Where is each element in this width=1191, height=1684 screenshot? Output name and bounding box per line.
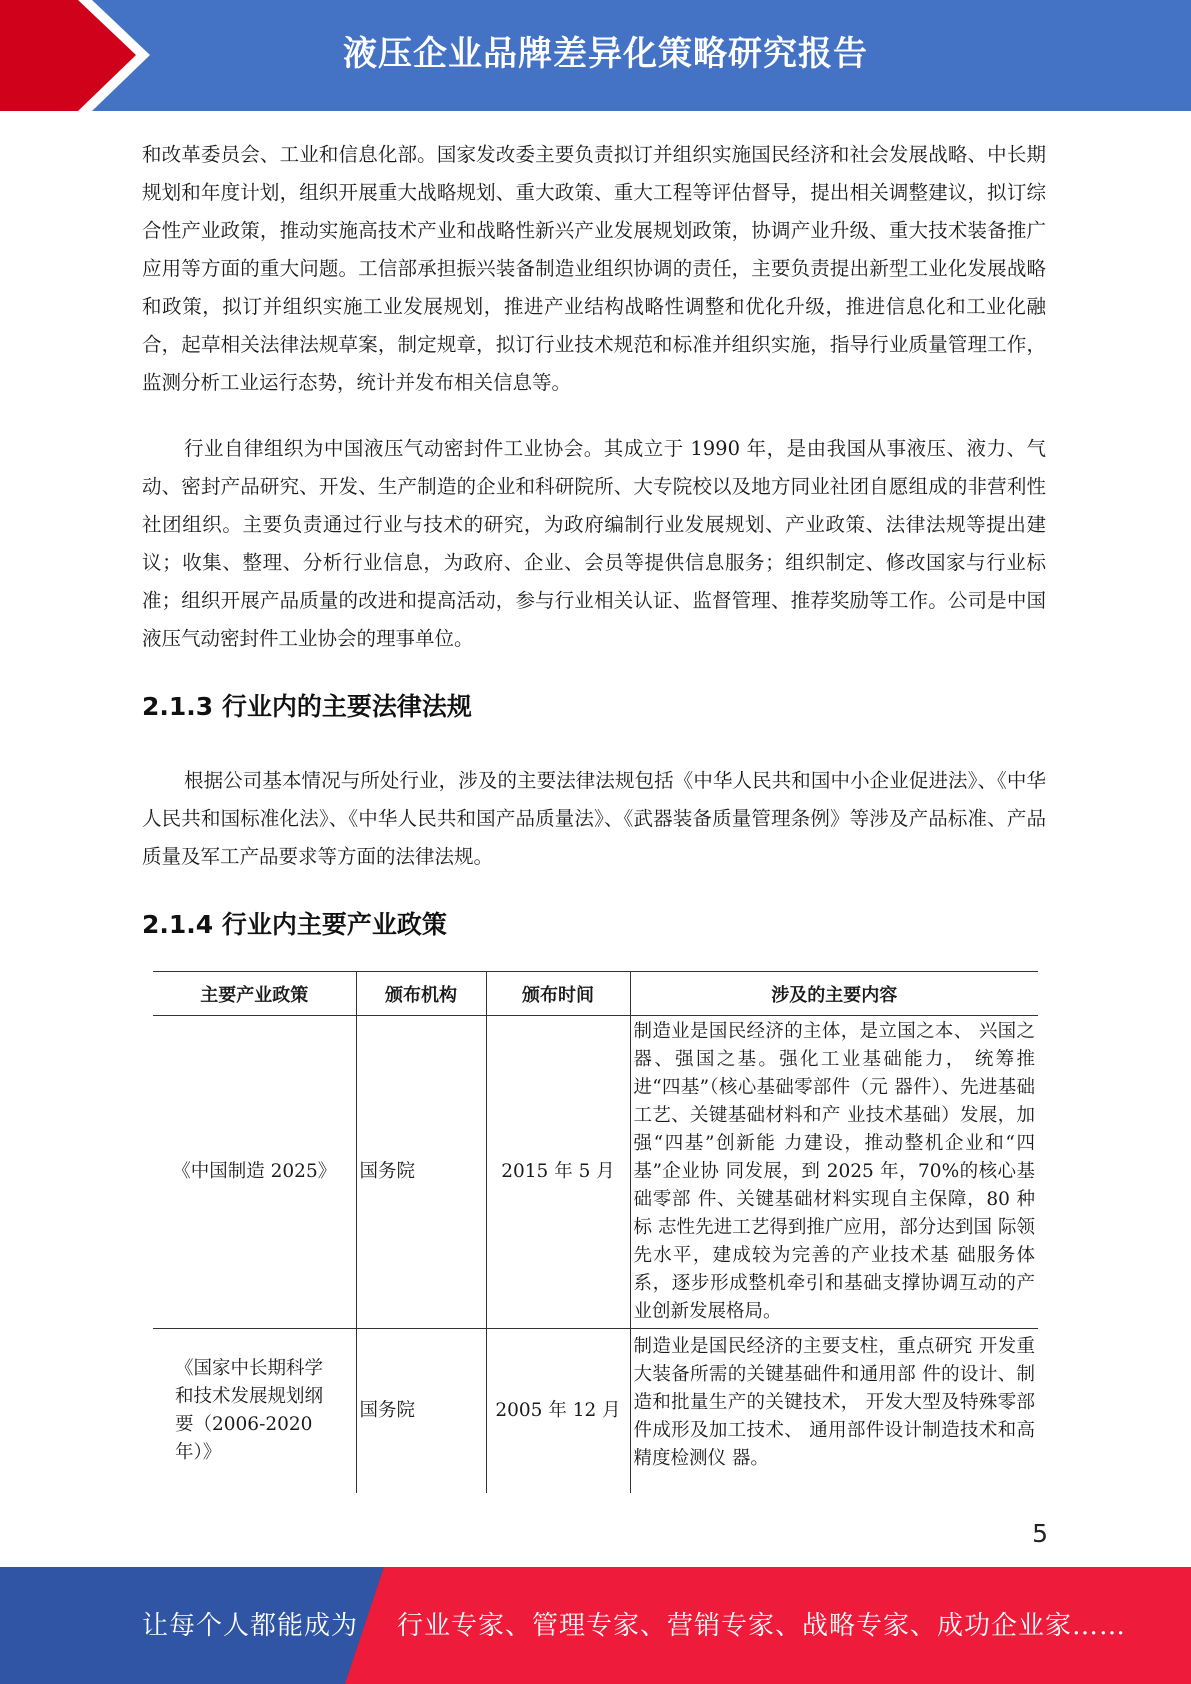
- paragraph-industry-association: 行业自律组织为中国液压气动密封件工业协会。其成立于 1990 年，是由我国从事液压、液力、气动、密封产品研究、开发、生产制造的企业和科研院所、大专院校以及地方同业社团自愿组成的非营利性社团组织。主要负责通过行业与技术的研究，为政府编制行业发展规划、产业政策、法律法规等提出建议；收集、整理、分析行业信息，为政府、企业、会员等提供信息服务；组织制定、修改国家与行业标准；组织开展产品质量的改进和提高活动，参与行业相关认证、监督管理、推荐奖励等工作。公司是中国液压气动密封件工业协会的理事单位。: [142, 437, 1046, 650]
- paragraph-regulators: 和改革委员会、工业和信息化部。国家发改委主要负责拟订并组织实施国民经济和社会发展战略、中长期规划和年度计划，组织开展重大战略规划、重大政策、重大工程等评估督导，提出相关调整建议，拟订综合性产业政策，推动实施高技术产业和战略性新兴产业发展规划政策，协调产业升级、重大技术装备推广应用等方面的重大问题。工信部承担振兴装备制造业组织协调的责任，主要负责提出新型工业化发展战略和政策，拟订并组织实施工业发展规划，推进产业结构战略性调整和优化升级，推进信息化和工业化融合，起草相关法律法规草案，制定规章，拟订行业技术规范和标准并组织实施，指导行业质量管理工作，监测分析工业运行态势，统计并发布相关信息等。: [142, 143, 1046, 394]
- cell-date: 2005 年 12 月: [486, 1329, 630, 1493]
- paragraph-laws: 根据公司基本情况与所处行业，涉及的主要法律法规包括《中华人民共和国中小企业促进法》、《中华人民共和国标准化法》、《中华人民共和国产品质量法》、《武器装备质量管理条例》等涉及产品标准、产品质量及军工产品要求等方面的法律法规。: [142, 769, 1046, 868]
- table-row: [153, 1016, 1038, 1329]
- footer-slogan-right: 行业专家、管理专家、营销专家、战略专家、成功企业家……: [397, 1611, 1127, 1641]
- page-number: 5: [1032, 1519, 1048, 1548]
- table-row: [153, 1329, 1038, 1493]
- section-heading-policies: 2.1.4 行业内主要产业政策: [142, 910, 447, 939]
- document-title: 液压企业品牌差异化策略研究报告: [343, 34, 868, 74]
- footer-slogan-left: 让每个人都能成为: [142, 1611, 359, 1641]
- column-header-content: 涉及的主要内容: [630, 972, 1038, 1016]
- cell-date: 2015 年 5 月: [486, 1016, 630, 1329]
- cell-policy: 《中国制造 2025》: [153, 1016, 356, 1329]
- cell-org: 国务院: [356, 1016, 486, 1329]
- table-header-row: [153, 972, 1038, 1016]
- column-header-date: 颁布时间: [486, 972, 630, 1016]
- cell-content: 制造业是国民经济的主要支柱，重点研究 开发重大装备所需的关键基础件和通用部 件的设计、制造和批量生产的关键技术， 开发大型及特殊零部件成形及加工技术、 通用部件设计制造技术和高精度检测仪 器。: [630, 1329, 1038, 1493]
- column-header-org: 颁布机构: [356, 972, 486, 1016]
- page-footer: [0, 1567, 1191, 1684]
- page-header: [0, 0, 1191, 111]
- cell-policy: 《国家中长期科学和技术发展规划纲要（2006-2020 年）》: [175, 1357, 324, 1463]
- section-heading-laws: 2.1.3 行业内的主要法律法规: [142, 692, 472, 721]
- cell-org: 国务院: [356, 1329, 486, 1493]
- column-header-policy: 主要产业政策: [153, 972, 356, 1016]
- cell-content: 制造业是国民经济的主体，是立国之本、 兴国之器、强国之基。强化工业基础能力， 统筹推进“四基”（核心基础零部件（元 器件）、先进基础工艺、关键基础材料和产 业技术基础）发展，加强“四基”创新能 力建设，推动整机企业和“四基”企业协 同发展，到 2025 年，70%的核心基础零部 件、关键基础材料实现自主保障，80 种标 志性先进工艺得到推广应用，部分达到国 际领先水平，建成较为完善的产业技术基 础服务体系，逐步形成整机牵引和基础支撑协调互动的产业创新发展格局。: [630, 1016, 1038, 1329]
- policy-table: [153, 971, 1038, 1493]
